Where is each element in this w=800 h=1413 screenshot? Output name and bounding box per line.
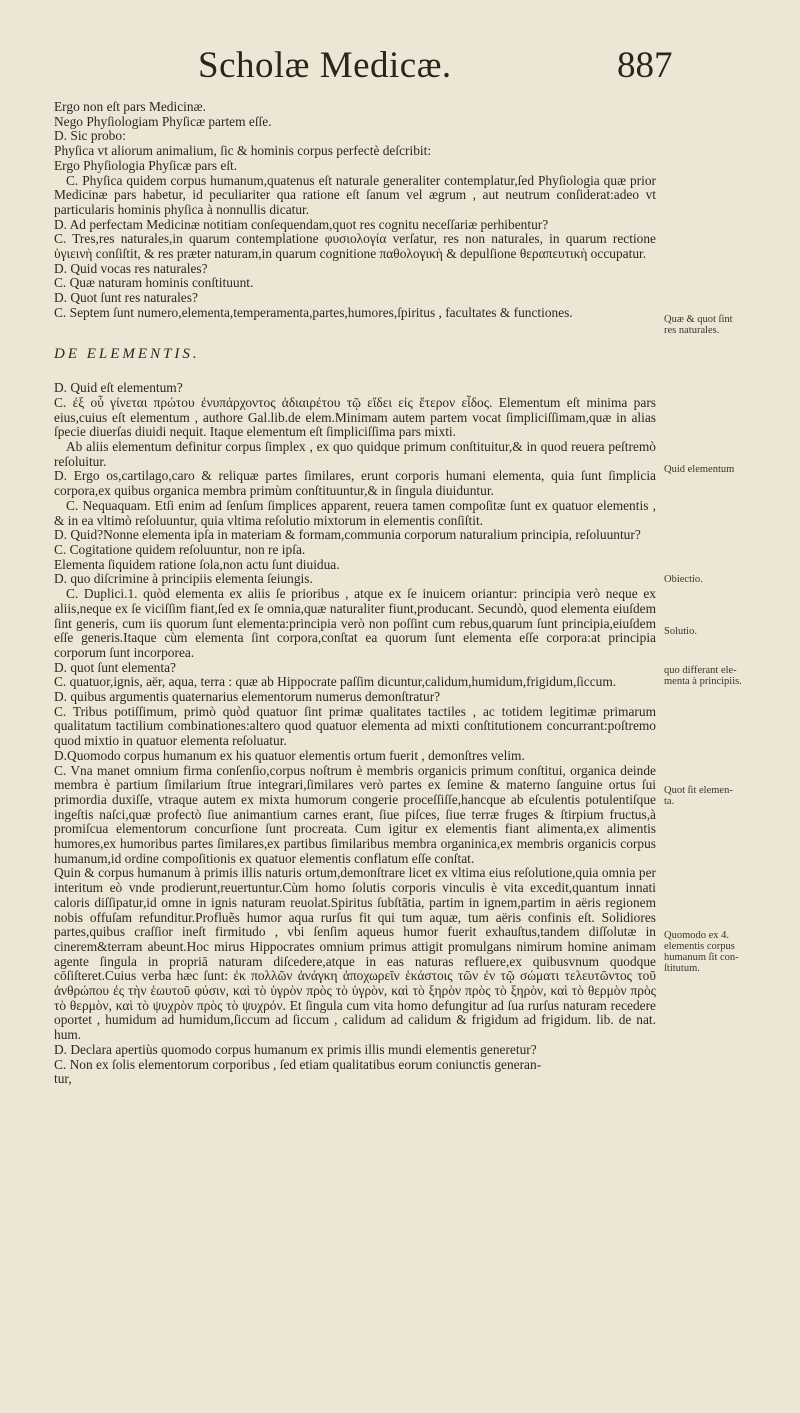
margin-note-line: elementis corpus [664,941,735,952]
margin-note [664,665,792,687]
margin-note-line: Quomodo ex 4. [664,930,730,941]
text-line: D. Sic probo: [54,128,126,144]
margin-note-line: Quæ & quot ſint [664,314,733,325]
text-line: C. Quæ naturam hominis conſtituunt. [54,275,254,291]
margin-note [664,314,792,336]
margin-note-line: ta. [664,796,675,807]
margin-note-line: res naturales. [664,325,720,336]
main-text [54,100,656,1087]
paragraph: C. Tribus potiſſimum, primò quòd quatuor ſint primæ qualitates tactiles , ac totidem legitimæ primarum qualitatum tactilium combinationes:altero quod quatuor elementa ad mixti conſtitutionem concurrant:poſtremo quod mixtio in quatuor elementa reſoluatur. [54,703,656,749]
paragraph: D. Ergo os,cartilago,caro & reliquæ partes ſimilares, erunt corporis humani elementa, quia ſunt ſimplicia corpora,ex quibus organica membra primùm conſtituuntur,& in ſingula diuiduntur. [54,468,656,499]
margin-note-line: humanum ſit con- [664,952,739,963]
text-line: D. quo diſcrimine à principiis elementa ſeiungis. [54,571,313,587]
text-line: D.Quomodo corpus humanum ex his quatuor elementis ortum fuerit , demonſtres velim. [54,747,525,763]
paragraph: C. quatuor,ignis, aër, aqua, terra : quæ ab Hippocrate paſſim dicuntur,calidum,humidum,frigidum,ſiccum. [54,674,617,690]
paragraph: C. ἐξ οὗ γίνεται πρώτου ἐνυπάρχοντος ἀδιαιρέτου τῷ εἴδει εἰς ἕτερον εἶδος. Elementum eſt minima pars eius,cuius eſt elementum , authore Gal.lib.de elem.Minimam autem partem vocat ſimpliciſſimam,quæ in alias ſpecie diuerſas diuidi nequit. Itaque elementum eſt ſimpliciſſima pars mixti. [54,394,656,440]
paragraph: C. Vna manet omnium firma conſenſio,corpus noſtrum è membris organicis primum conſtitui, organica deinde membra è partium ſimilarium ſtrue integrari,ſimilares verò partes ex ſemine & materno ſanguine ortus ſui primordia duxiſſe, vtraque autem ex mixta humorum congerie proceſſiſſe,hancque ab eſculentis potulentiſque ingeſtis naſci,quæ profectò ſiue animantium carnes erant, ſiue piſces, ſiue terræ fruges & ſtirpium fructus,à promiſcua elementorum concurſione ſunt procreata. Cum igitur ex elementis fiant alimenta,ex alimentis humores,ex humoribus partes ſimilares,ex partibus ſimilaribus membra organinica,ex membris organicis corpus humanum,id ordine compoſitionis ex quatuor elementis conflatum eſſe conſtat. [54,762,656,866]
text-line: D. Quid eſt elementum? [54,380,183,396]
margin-note-line: quo differant ele- [664,665,737,676]
paragraph: Quin & corpus humanum à primis illis naturis ortum,demonſtrare licet ex vltima eius reſolutione,quia omnia per interitum eò vnde prodierunt,reuertuntur.Cùm homo ſolutis corporis vinculis è vita excedit,quantum innati caloris diſſipatur,id omne in ignis naturam reuolat.Spiritus ſubſtātia, partim in ignem,partim in aëris regionem nobis offuſam refunditur.Profluẽs humor aqua rurſus fit qui tum aquæ, tum aëris confinis eſt. Solidiores partes,quibus craſſior ineſt firmitudo , vbi ſenſim aqueus humor fuerit exhauſtus,tandem diſſolutæ in cinerem&terram abeunt.Hoc mirus Hippocrates omnium primus attigit promulgans nimirum homine animam agente ſingula in propriā naturam diſcedere,atque in eas naturas refluere,ex quibusvnum quodque cōſiſteret.Cuius verba hæc ſunt: ἐκ πολλῶν ἀνάγκη ἀποχωρεῖν ἑκάστοις τῶν ἐν τῷ σώματι τελευτῶντος τοῦ ἀνθρώπου ἐς τὴν ἑωυτοῦ φύσιν, καὶ τὸ ὑγρὸν πρὸς τὸ ὑγρὸν, καὶ τὸ ξηρὸν πρὸς τὸ ξηρὸν, καὶ τὸ θερμὸν πρὸς τὸ θερμὸν, καὶ τὸ ψυχρὸν πρὸς τὸ ψυχρόν. Et ſingula cum vita homo defungitur ad ſua rurſus naturam recedere oportet , humidum ad humidum,ſiccum ad ſiccum , calidum ad calidum & frigidum ad frigidum. lib. de nat. hum. [54,865,656,1043]
running-title: Scholæ Medicæ. [198,45,452,86]
paragraph: C. Septem ſunt numero,elementa,temperamenta,partes,humores,ſpiritus , facultates & functiones. [54,304,573,320]
paragraph: C. Phyſica quidem corpus humanum,quatenus eſt naturale generaliter contemplatur,ſed Phyſiologia quæ prior Medicinæ pars habetur, id peculiariter qua ratione eſt ſanum vel ægrum , aut neutrum conſiderat:adeo vt particularis hominis phyſica à nonnullis dicatur. [54,172,656,217]
paragraph: D. Quid?Nonne elementa ipſa in materiam & formam,communia corporum naturalium principia, reſoluuntur? [54,527,641,543]
text-line: D. Quid vocas res naturales? [54,260,208,276]
catchword: tur, [54,1071,72,1087]
page-header [0,44,800,104]
text-line: Ergo non eſt pars Medicinæ. [54,99,206,114]
text-line: C. Cogitatione quidem reſoluuntur, non re ipſa. [54,541,306,557]
paragraph: C. Duplici.1. quòd elementa ex aliis ſe prioribus , atque ex ſe inuicem oriantur: principia verò neque ex aliis,neque ex ſe viciſſim fiant,ſed ex ſe omnia,quæ naturaliter fiunt,producant. Secundò, quod elementa eiuſdem ſint generis, cum iis quorum ſunt elementa:principia verò non poſſint cum rebus,quarum ſunt principia,eiuſdem eſſe generis.Itaque cùm elementa ſint corpora,conſtat ea quorum ſunt elementa eſſe corpora:at principia corporum ſunt incorporea. [54,586,656,660]
text-line: Ergo Phyſiologia Phyſicæ pars eſt. [54,157,238,173]
margin-note [664,574,792,585]
text-line: Nego Phyſiologiam Phyſicæ partem eſſe. [54,113,272,129]
text-line: D. Quot ſunt res naturales? [54,290,198,306]
paragraph: C. Non ex ſolis elementorum corporibus , ſed etiam qualitatibus eorum coniunctis generan- [54,1056,542,1072]
text-line: Elementa ſiquidem ratione ſola,non actu ſunt diuidua. [54,556,340,572]
margin-note-line: Obiectio. [664,574,703,585]
paragraph: Ab aliis elementum definitur corpus ſimplex , ex quo quidque primum conſtituitur,& in quod reuera peſtremò reſoluitur. [54,439,656,469]
margin-note-line: menta à principiis. [664,676,742,687]
text-line: Phyſica vt aliorum animalium, ſic & hominis corpus perfectè deſcribit: [54,143,432,159]
paragraph: C. Nequaquam. Etſi enim ad ſenſum ſimplices apparent, reuera tamen compoſitæ ſunt ex quatuor elementis , & in ea vltimò reſoluuntur, quia vltima reſolutio mixtorum in elementis conſiſtit. [54,497,656,528]
text-line: D. quot ſunt elementa? [54,659,176,675]
margin-note [664,626,792,637]
section-heading: DE ELEMENTIS. [54,345,200,362]
paragraph: D. Ad perfectam Medicinæ notitiam conſequendam,quot res cognitu neceſſariæ perhibentur? [54,216,549,232]
paragraph: C. Tres,res naturales,in quarum contemplatione φυσιολογία verſatur, res non naturales, in quarum rectione ὑγιεινὴ conſiſtit, & res præter naturam,in quarum cognitione παθολογικὴ & depulſione θεραπευτικὴ occupatur. [54,231,656,262]
text-line: D. quibus argumentis quaternarius elementorum numerus demonſtratur? [54,689,441,705]
page-number: 887 [617,45,673,86]
margin-note [664,930,792,974]
margin-note-line: Quot ſit elemen- [664,785,733,796]
margin-note-line: ſtitutum. [664,963,700,974]
margin-note [664,464,792,475]
margin-note-line: Quid elementum [664,464,735,475]
text-line: D. Declara apertiùs quomodo corpus humanum ex primis illis mundi elementis generetur? [54,1041,537,1057]
margin-note-line: Solutio. [664,626,697,637]
margin-note [664,785,792,807]
